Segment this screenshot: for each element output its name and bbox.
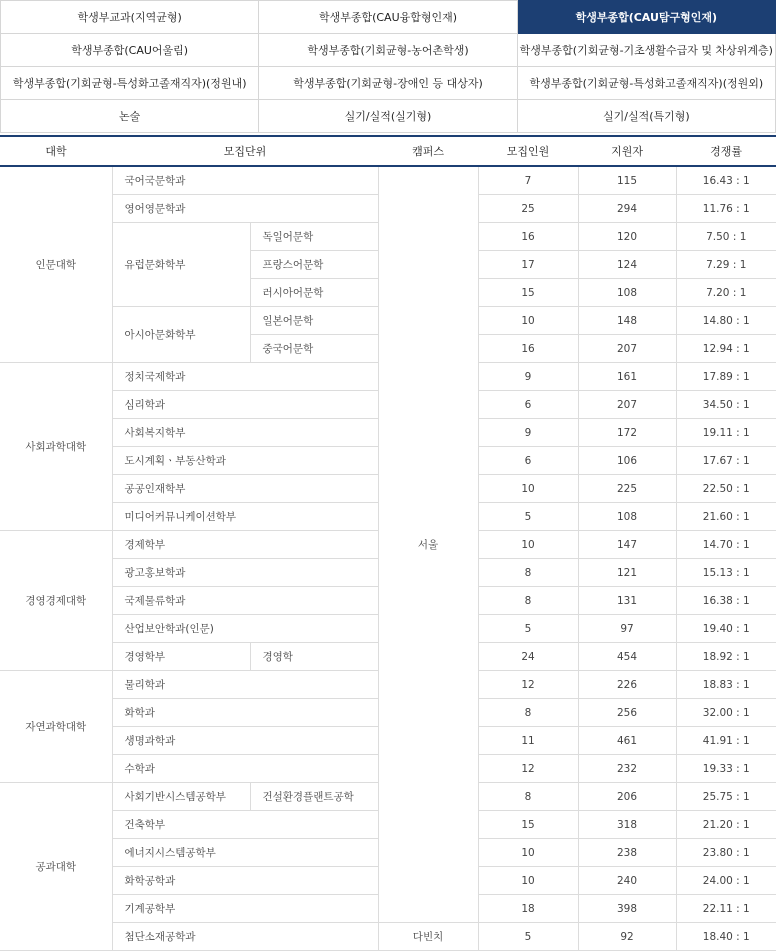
applicants-cell: 454 xyxy=(578,643,676,671)
unit-cell: 심리학과 xyxy=(112,391,378,419)
applicants-cell: 124 xyxy=(578,251,676,279)
rate-cell: 7.50 : 1 xyxy=(676,223,776,251)
quota-cell: 9 xyxy=(478,419,578,447)
header-rate: 경쟁률 xyxy=(676,136,776,166)
rate-cell: 18.83 : 1 xyxy=(676,671,776,699)
college-cell: 인문대학 xyxy=(0,166,112,363)
applicants-cell: 97 xyxy=(578,615,676,643)
rate-cell: 7.29 : 1 xyxy=(676,251,776,279)
unit-cell: 유럽문화학부 xyxy=(112,223,250,307)
rate-cell: 18.40 : 1 xyxy=(676,923,776,951)
quota-cell: 6 xyxy=(478,391,578,419)
rate-cell: 18.92 : 1 xyxy=(676,643,776,671)
applicants-cell: 294 xyxy=(578,195,676,223)
header-quota: 모집인원 xyxy=(478,136,578,166)
applicants-cell: 148 xyxy=(578,307,676,335)
tab-vocational-in-quota[interactable]: 학생부종합(기회균형-특성화고졸재직자)(정원내) xyxy=(1,67,259,100)
rate-cell: 34.50 : 1 xyxy=(676,391,776,419)
quota-cell: 8 xyxy=(478,559,578,587)
rate-cell: 21.20 : 1 xyxy=(676,811,776,839)
unit-cell: 미디어커뮤니케이션학부 xyxy=(112,503,378,531)
quota-cell: 15 xyxy=(478,811,578,839)
applicants-cell: 108 xyxy=(578,279,676,307)
header-campus: 캠퍼스 xyxy=(378,136,478,166)
applicants-cell: 240 xyxy=(578,867,676,895)
subunit-cell: 프랑스어문학 xyxy=(250,251,378,279)
quota-cell: 18 xyxy=(478,895,578,923)
subunit-cell: 경영학 xyxy=(250,643,378,671)
competition-rate-table xyxy=(0,135,776,951)
unit-cell: 정치국제학과 xyxy=(112,363,378,391)
rate-cell: 19.40 : 1 xyxy=(676,615,776,643)
applicants-cell: 225 xyxy=(578,475,676,503)
rate-cell: 32.00 : 1 xyxy=(676,699,776,727)
rate-cell: 14.80 : 1 xyxy=(676,307,776,335)
unit-cell: 건축학부 xyxy=(112,811,378,839)
unit-cell: 도시계획ㆍ부동산학과 xyxy=(112,447,378,475)
admission-type-tabs xyxy=(0,0,776,133)
applicants-cell: 256 xyxy=(578,699,676,727)
unit-cell: 광고홍보학과 xyxy=(112,559,378,587)
quota-cell: 15 xyxy=(478,279,578,307)
quota-cell: 9 xyxy=(478,363,578,391)
applicants-cell: 318 xyxy=(578,811,676,839)
applicants-cell: 115 xyxy=(578,166,676,195)
rate-cell: 41.91 : 1 xyxy=(676,727,776,755)
quota-cell: 10 xyxy=(478,475,578,503)
applicants-cell: 232 xyxy=(578,755,676,783)
unit-cell: 영어영문학과 xyxy=(112,195,378,223)
tab-farming-fishing[interactable]: 학생부종합(기회균형-농어촌학생) xyxy=(259,34,517,67)
applicants-cell: 207 xyxy=(578,391,676,419)
tab-disabled[interactable]: 학생부종합(기회균형-장애인 등 대상자) xyxy=(259,67,517,100)
rate-cell: 15.13 : 1 xyxy=(676,559,776,587)
rate-cell: 19.11 : 1 xyxy=(676,419,776,447)
rate-cell: 22.50 : 1 xyxy=(676,475,776,503)
quota-cell: 12 xyxy=(478,671,578,699)
unit-cell: 첨단소재공학과 xyxy=(112,923,378,951)
tab-practical-skill[interactable]: 실기/실적(실기형) xyxy=(259,100,517,133)
header-applicants: 지원자 xyxy=(578,136,676,166)
quota-cell: 12 xyxy=(478,755,578,783)
rate-cell: 25.75 : 1 xyxy=(676,783,776,811)
rate-cell: 14.70 : 1 xyxy=(676,531,776,559)
quota-cell: 7 xyxy=(478,166,578,195)
rate-cell: 12.94 : 1 xyxy=(676,335,776,363)
applicants-cell: 121 xyxy=(578,559,676,587)
applicants-cell: 172 xyxy=(578,419,676,447)
applicants-cell: 120 xyxy=(578,223,676,251)
tab-essay[interactable]: 논술 xyxy=(1,100,259,133)
unit-cell: 화학공학과 xyxy=(112,867,378,895)
unit-cell: 국제물류학과 xyxy=(112,587,378,615)
rate-cell: 17.67 : 1 xyxy=(676,447,776,475)
rate-cell: 16.43 : 1 xyxy=(676,166,776,195)
subunit-cell: 중국어문학 xyxy=(250,335,378,363)
quota-cell: 8 xyxy=(478,587,578,615)
quota-cell: 17 xyxy=(478,251,578,279)
applicants-cell: 398 xyxy=(578,895,676,923)
applicants-cell: 207 xyxy=(578,335,676,363)
tab-cau-harmony[interactable]: 학생부종합(CAU어울림) xyxy=(1,34,259,67)
rate-cell: 19.33 : 1 xyxy=(676,755,776,783)
applicants-cell: 92 xyxy=(578,923,676,951)
header-college: 대학 xyxy=(0,136,112,166)
quota-cell: 5 xyxy=(478,615,578,643)
rate-cell: 21.60 : 1 xyxy=(676,503,776,531)
quota-cell: 8 xyxy=(478,699,578,727)
college-cell: 사회과학대학 xyxy=(0,363,112,531)
unit-cell: 경제학부 xyxy=(112,531,378,559)
unit-cell: 사회복지학부 xyxy=(112,419,378,447)
table-row xyxy=(0,923,776,951)
unit-cell: 기계공학부 xyxy=(112,895,378,923)
rate-cell: 17.89 : 1 xyxy=(676,363,776,391)
tab-practical-talent[interactable]: 실기/실적(특기형) xyxy=(517,100,775,133)
unit-cell: 사회기반시스템공학부 xyxy=(112,783,250,811)
quota-cell: 10 xyxy=(478,531,578,559)
rate-cell: 22.11 : 1 xyxy=(676,895,776,923)
quota-cell: 16 xyxy=(478,335,578,363)
campus-cell: 다빈치 xyxy=(378,923,478,951)
applicants-cell: 108 xyxy=(578,503,676,531)
quota-cell: 24 xyxy=(478,643,578,671)
quota-cell: 6 xyxy=(478,447,578,475)
unit-cell: 생명과학과 xyxy=(112,727,378,755)
subunit-cell: 러시아어문학 xyxy=(250,279,378,307)
subunit-cell: 일본어문학 xyxy=(250,307,378,335)
applicants-cell: 226 xyxy=(578,671,676,699)
unit-cell: 수학과 xyxy=(112,755,378,783)
rate-cell: 23.80 : 1 xyxy=(676,839,776,867)
applicants-cell: 461 xyxy=(578,727,676,755)
quota-cell: 10 xyxy=(478,839,578,867)
tab-cau-inquiry[interactable]: 학생부종합(CAU탐구형인재) xyxy=(517,1,775,34)
rate-cell: 24.00 : 1 xyxy=(676,867,776,895)
unit-cell: 경영학부 xyxy=(112,643,250,671)
quota-cell: 11 xyxy=(478,727,578,755)
rate-cell: 16.38 : 1 xyxy=(676,587,776,615)
unit-cell: 산업보안학과(인문) xyxy=(112,615,378,643)
quota-cell: 5 xyxy=(478,923,578,951)
header-unit: 모집단위 xyxy=(112,136,378,166)
college-cell: 공과대학 xyxy=(0,783,112,951)
quota-cell: 10 xyxy=(478,867,578,895)
quota-cell: 5 xyxy=(478,503,578,531)
tab-vocational-out-quota[interactable]: 학생부종합(기회균형-특성화고졸재직자)(정원외) xyxy=(517,67,775,100)
tab-regional-balance[interactable]: 학생부교과(지역균형) xyxy=(1,1,259,34)
applicants-cell: 206 xyxy=(578,783,676,811)
unit-cell: 공공인재학부 xyxy=(112,475,378,503)
applicants-cell: 161 xyxy=(578,363,676,391)
unit-cell: 아시아문화학부 xyxy=(112,307,250,363)
tab-cau-convergence[interactable]: 학생부종합(CAU융합형인재) xyxy=(259,1,517,34)
applicants-cell: 147 xyxy=(578,531,676,559)
college-cell: 경영경제대학 xyxy=(0,531,112,671)
applicants-cell: 238 xyxy=(578,839,676,867)
quota-cell: 8 xyxy=(478,783,578,811)
applicants-cell: 106 xyxy=(578,447,676,475)
rate-cell: 7.20 : 1 xyxy=(676,279,776,307)
unit-cell: 화학과 xyxy=(112,699,378,727)
college-cell: 자연과학대학 xyxy=(0,671,112,783)
rate-cell: 11.76 : 1 xyxy=(676,195,776,223)
unit-cell: 국어국문학과 xyxy=(112,166,378,195)
tab-basic-livelihood[interactable]: 학생부종합(기회균형-기초생활수급자 및 차상위계층) xyxy=(517,34,775,67)
unit-cell: 에너지시스템공학부 xyxy=(112,839,378,867)
quota-cell: 25 xyxy=(478,195,578,223)
quota-cell: 16 xyxy=(478,223,578,251)
subunit-cell: 건설환경플랜트공학 xyxy=(250,783,378,811)
applicants-cell: 131 xyxy=(578,587,676,615)
campus-cell: 서울 xyxy=(378,166,478,923)
table-row xyxy=(0,166,776,195)
unit-cell: 물리학과 xyxy=(112,671,378,699)
subunit-cell: 독일어문학 xyxy=(250,223,378,251)
quota-cell: 10 xyxy=(478,307,578,335)
